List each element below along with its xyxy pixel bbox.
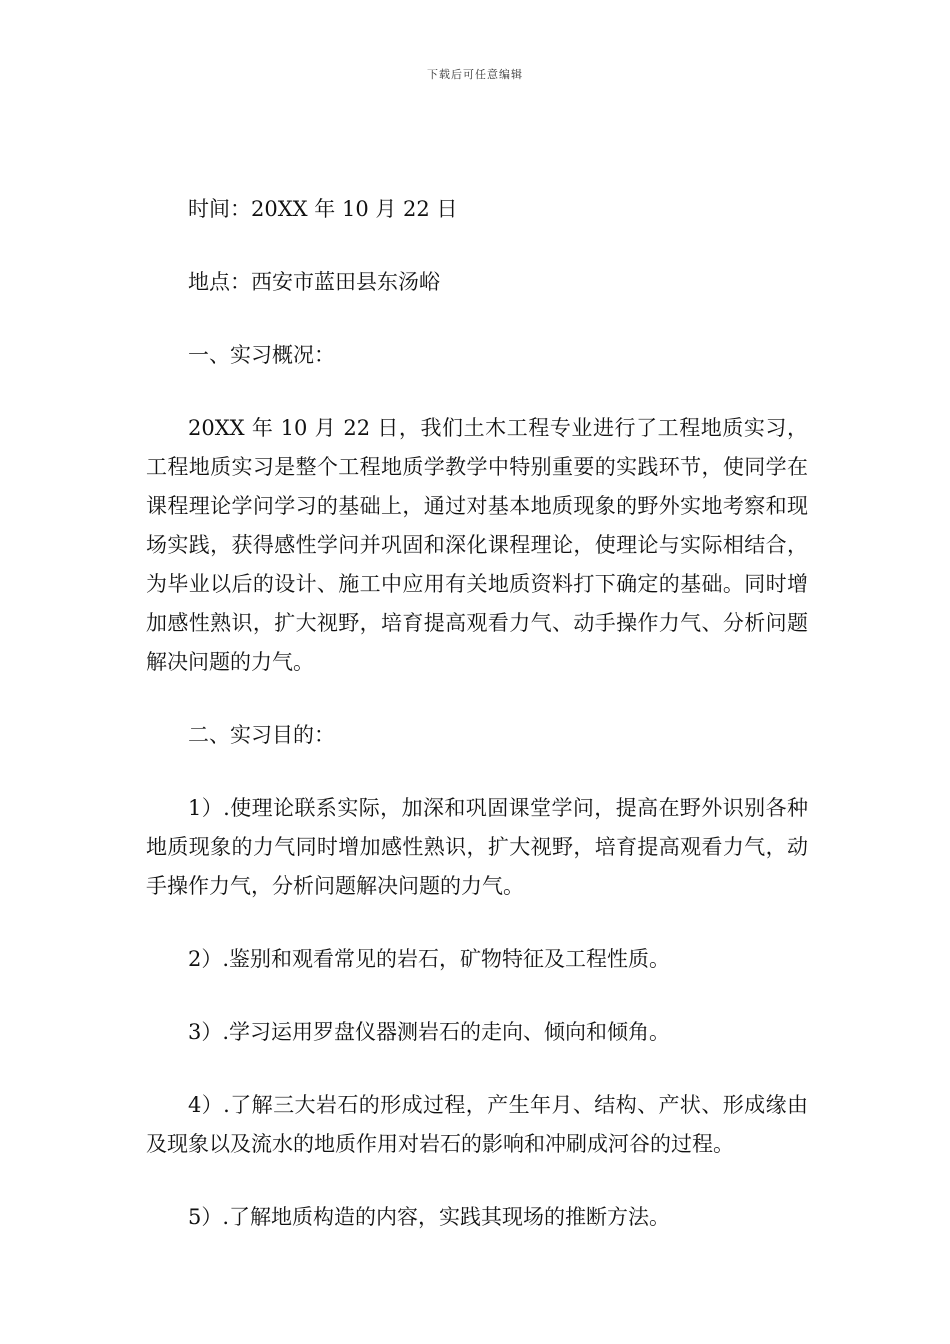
place-line: 地点：西安市蓝田县东汤峪 <box>188 270 440 294</box>
objective-item-3: 3）.学习运用罗盘仪器测岩石的走向、倾向和倾角。 <box>188 1020 671 1044</box>
document-body <box>146 190 808 1237</box>
objective-item-5: 5）.了解地质构造的内容，实践其现场的推断方法。 <box>188 1205 671 1229</box>
section-heading-overview: 一、实习概况： <box>188 343 335 367</box>
section-heading-objectives: 二、实习目的： <box>188 723 335 747</box>
objective-item-4: 4）.了解三大岩石的形成过程，产生年月、结构、产状、形成缘由及现象以及流水的地质作用对岩石的影响和冲刷成河谷的过程。 <box>146 1093 808 1156</box>
time-line: 时间：20XX 年 10 月 22 日 <box>188 197 458 221</box>
header-note: 下载后可任意编辑 <box>427 68 523 81</box>
overview-paragraph: 20XX 年 10 月 22 日，我们土木工程专业进行了工程地质实习，工程地质实习是整个工程地质学教学中特别重要的实践环节，使同学在课程理论学问学习的基础上，通过对基本地质现象的野外实地考察和现场实践，获得感性学问并巩固和深化课程理论，使理论与实际相结合，为毕业以后的设计、施工中应用有关地质资料打下确定的基础。同时增加感性熟识，扩大视野，培育提高观看力气、动手操作力气、分析问题解决问题的力气。 <box>146 416 808 674</box>
objective-item-2: 2）.鉴别和观看常见的岩石，矿物特征及工程性质。 <box>188 947 671 971</box>
objective-item-1: 1）.使理论联系实际，加深和巩固课堂学问，提高在野外识别各种地质现象的力气同时增加感性熟识，扩大视野，培育提高观看力气，动手操作力气，分析问题解决问题的力气。 <box>146 796 808 898</box>
